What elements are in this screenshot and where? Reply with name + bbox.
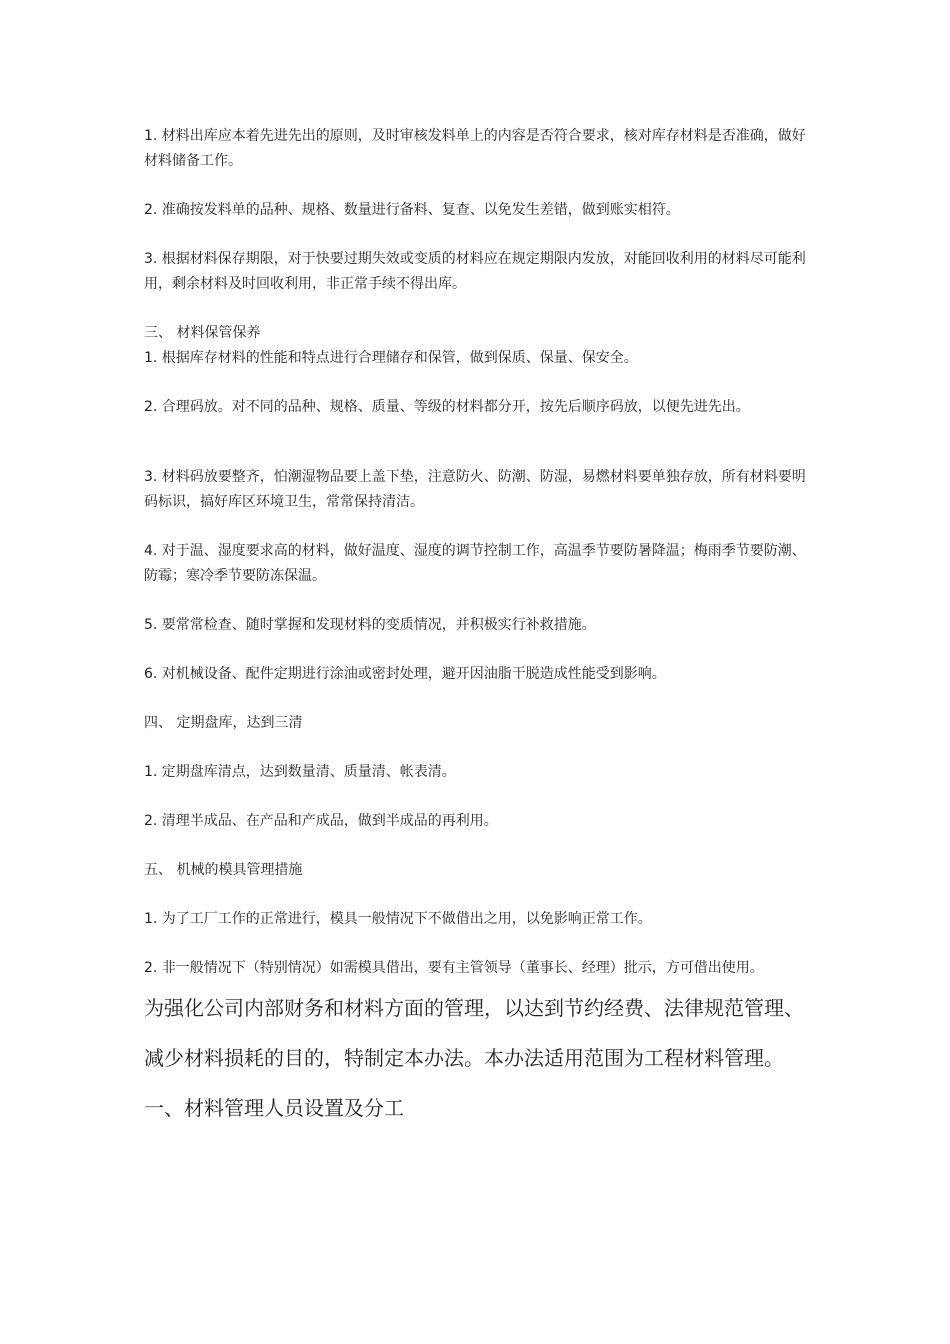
paragraph-inventory-1: 1. 定期盘库清点，达到数量清、质量清、帐表清。 [144, 764, 456, 780]
section-heading-5: 五、 机械的模具管理措施 [144, 862, 303, 878]
section-heading-1: 一、材料管理人员设置及分工 [144, 1096, 404, 1120]
paragraph-inventory-2: 2. 清理半成品、在产品和产成品，做到半成品的再利用。 [144, 813, 498, 829]
paragraph-mold-2: 2. 非一般情况下（特别情况）如需模具借出，要有主管领导（董事长、经理）批示，方可借出使用。 [144, 960, 764, 976]
paragraph-storage-1: 1. 根据库存材料的性能和特点进行合理储存和保管，做到保质、保量、保安全。 [144, 350, 638, 366]
section-heading-4: 四、 定期盘库，达到三清 [144, 715, 303, 731]
paragraph-storage-5: 5. 要常常检查、随时掌握和发现材料的变质情况，并积极实行补救措施。 [144, 617, 596, 633]
paragraph-outbound-2: 2. 准确按发料单的品种、规格、数量进行备料、复查、以免发生差错，做到账实相符。 [144, 202, 680, 218]
paragraph-storage-6: 6. 对机械设备、配件定期进行涂油或密封处理，避开因油脂干脱造成性能受到影响。 [144, 666, 666, 682]
paragraph-mold-1: 1. 为了工厂工作的正常进行，模具一般情况下不做借出之用，以免影响正常工作。 [144, 911, 652, 927]
paragraph-storage-3: 3. 材料码放要整齐，怕潮湿物品要上盖下垫，注意防火、防潮、防湿，易燃材料要单独存放，所有材料要明码标识，搞好库区环境卫生，常常保持清洁。 [144, 469, 806, 510]
section-heading-3: 三、 材料保管保养 [144, 325, 261, 341]
paragraph-outbound-3: 3. 根据材料保存期限，对于快要过期失效或变质的材料应在规定期限内发放，对能回收利用的材料尽可能利用，剩余材料及时回收利用，非正常手续不得出库。 [144, 251, 806, 292]
paragraph-outbound-1: 1. 材料出库应本着先进先出的原则，及时审核发料单上的内容是否符合要求，核对库存材料是否准确，做好材料储备工作。 [144, 128, 806, 169]
paragraph-storage-4: 4. 对于温、湿度要求高的材料，做好温度、湿度的调节控制工作，高温季节要防暑降温；梅雨季节要防潮、防霉；寒冷季节要防冻保温。 [144, 543, 806, 584]
intro-paragraph: 为强化公司内部财务和材料方面的管理，以达到节约经费、法律规范管理、减少材料损耗的目的，特制定本办法。本办法适用范围为工程材料管理。 [144, 996, 804, 1070]
document-body [144, 124, 808, 1133]
paragraph-storage-2: 2. 合理码放。对不同的品种、规格、质量、等级的材料都分开，按先后顺序码放，以便先进先出。 [144, 399, 750, 415]
